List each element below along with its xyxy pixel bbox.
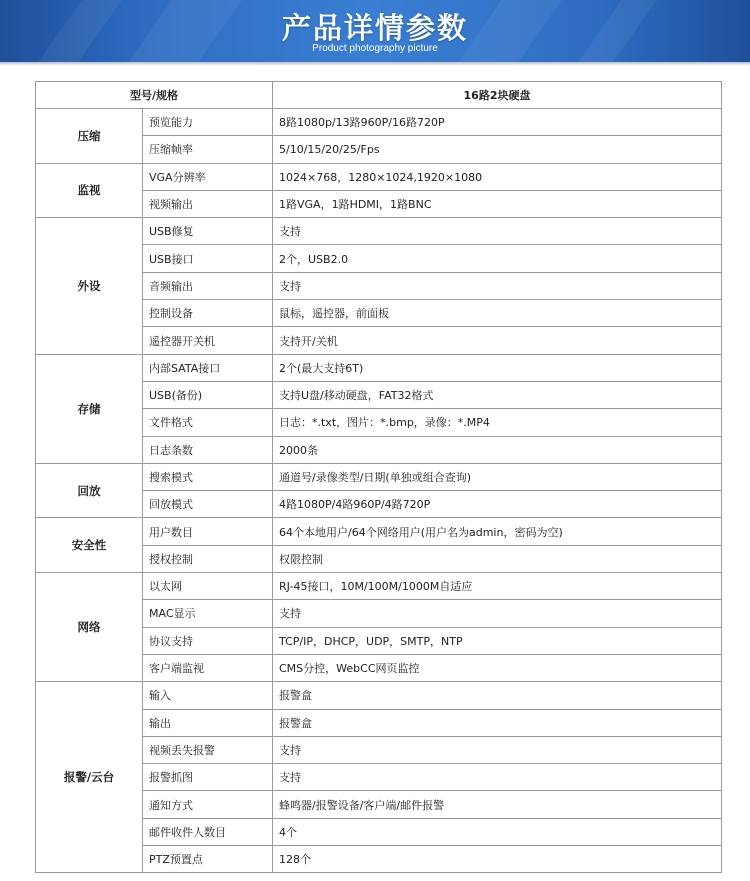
spec-value-cell: 支持开/关机 (273, 327, 722, 354)
spec-name-cell: 输入 (143, 682, 273, 709)
banner-title: 产品详情参数 (281, 11, 468, 45)
spec-name-cell: 压缩帧率 (143, 136, 273, 163)
table-row (36, 518, 722, 545)
spec-value-cell: 2000条 (273, 436, 722, 463)
spec-value-cell: 128个 (273, 846, 722, 873)
spec-value-cell: 权限控制 (273, 545, 722, 572)
spec-value-cell: 支持 (273, 218, 722, 245)
spec-value-cell: 日志：*.txt，图片：*.bmp，录像：*.MP4 (273, 409, 722, 436)
spec-name-cell: 输出 (143, 709, 273, 736)
banner-subtitle: Product photography picture (312, 43, 438, 54)
category-cell: 外设 (36, 218, 143, 354)
spec-value-cell: 通道号/录像类型/日期(单独或组合查询) (273, 463, 722, 490)
spec-value-cell: RJ-45接口，10M/100M/1000M自适应 (273, 573, 722, 600)
spec-name-cell: USB(备份) (143, 381, 273, 408)
header-model-value: 16路2块硬盘 (273, 82, 722, 109)
spec-value-cell: 4个 (273, 818, 722, 845)
spec-name-cell: USB接口 (143, 245, 273, 272)
spec-name-cell: 遥控器开关机 (143, 327, 273, 354)
spec-name-cell: 视频丢失报警 (143, 736, 273, 763)
title-banner (0, 0, 750, 62)
spec-value-cell: 报警盒 (273, 709, 722, 736)
category-cell: 安全性 (36, 518, 143, 573)
spec-value-cell: 1路VGA，1路HDMI，1路BNC (273, 190, 722, 217)
table-header-row (36, 82, 722, 109)
spec-name-cell: MAC显示 (143, 600, 273, 627)
spec-name-cell: 邮件收件人数目 (143, 818, 273, 845)
spec-value-cell: CMS分控，WebCC网页监控 (273, 654, 722, 681)
table-row (36, 682, 722, 709)
category-cell: 压缩 (36, 109, 143, 164)
spec-value-cell: 1024×768，1280×1024,1920×1080 (273, 163, 722, 190)
spec-name-cell: 内部SATA接口 (143, 354, 273, 381)
spec-name-cell: 文件格式 (143, 409, 273, 436)
category-cell: 存储 (36, 354, 143, 463)
table-row (36, 218, 722, 245)
spec-value-cell: 支持 (273, 736, 722, 763)
spec-name-cell: 协议支持 (143, 627, 273, 654)
table-row (36, 354, 722, 381)
table-row (36, 109, 722, 136)
category-cell: 网络 (36, 573, 143, 682)
spec-value-cell: TCP/IP，DHCP，UDP，SMTP，NTP (273, 627, 722, 654)
spec-name-cell: 搜索模式 (143, 463, 273, 490)
spec-name-cell: 控制设备 (143, 300, 273, 327)
spec-table (35, 81, 722, 873)
spec-value-cell: 5/10/15/20/25/Fps (273, 136, 722, 163)
spec-name-cell: 日志条数 (143, 436, 273, 463)
spec-value-cell: 支持 (273, 272, 722, 299)
spec-name-cell: 客户端监视 (143, 654, 273, 681)
spec-value-cell: 报警盒 (273, 682, 722, 709)
spec-name-cell: 回放模式 (143, 491, 273, 518)
spec-value-cell: 支持 (273, 600, 722, 627)
spec-value-cell: 支持 (273, 764, 722, 791)
spec-name-cell: 预览能力 (143, 109, 273, 136)
spec-name-cell: 授权控制 (143, 545, 273, 572)
spec-value-cell: 2个(最大支持6T) (273, 354, 722, 381)
spec-name-cell: PTZ预置点 (143, 846, 273, 873)
category-cell: 回放 (36, 463, 143, 518)
spec-value-cell: 4路1080P/4路960P/4路720P (273, 491, 722, 518)
spec-value-cell: 支持U盘/移动硬盘，FAT32格式 (273, 381, 722, 408)
spec-value-cell: 8路1080p/13路960P/16路720P (273, 109, 722, 136)
spec-value-cell: 蜂鸣器/报警设备/客户端/邮件报警 (273, 791, 722, 818)
spec-name-cell: 音频输出 (143, 272, 273, 299)
spec-name-cell: 视频输出 (143, 190, 273, 217)
banner-shadow (0, 62, 750, 66)
header-model-label: 型号/规格 (36, 82, 273, 109)
spec-name-cell: USB修复 (143, 218, 273, 245)
category-cell: 报警/云台 (36, 682, 143, 873)
spec-name-cell: 通知方式 (143, 791, 273, 818)
spec-value-cell: 64个本地用户/64个网络用户(用户名为admin，密码为空) (273, 518, 722, 545)
spec-name-cell: 用户数目 (143, 518, 273, 545)
spec-value-cell: 鼠标，遥控器，前面板 (273, 300, 722, 327)
table-row (36, 573, 722, 600)
category-cell: 监视 (36, 163, 143, 218)
spec-name-cell: VGA分辨率 (143, 163, 273, 190)
table-row (36, 463, 722, 490)
table-row (36, 163, 722, 190)
spec-name-cell: 以太网 (143, 573, 273, 600)
spec-value-cell: 2个，USB2.0 (273, 245, 722, 272)
spec-name-cell: 报警抓图 (143, 764, 273, 791)
